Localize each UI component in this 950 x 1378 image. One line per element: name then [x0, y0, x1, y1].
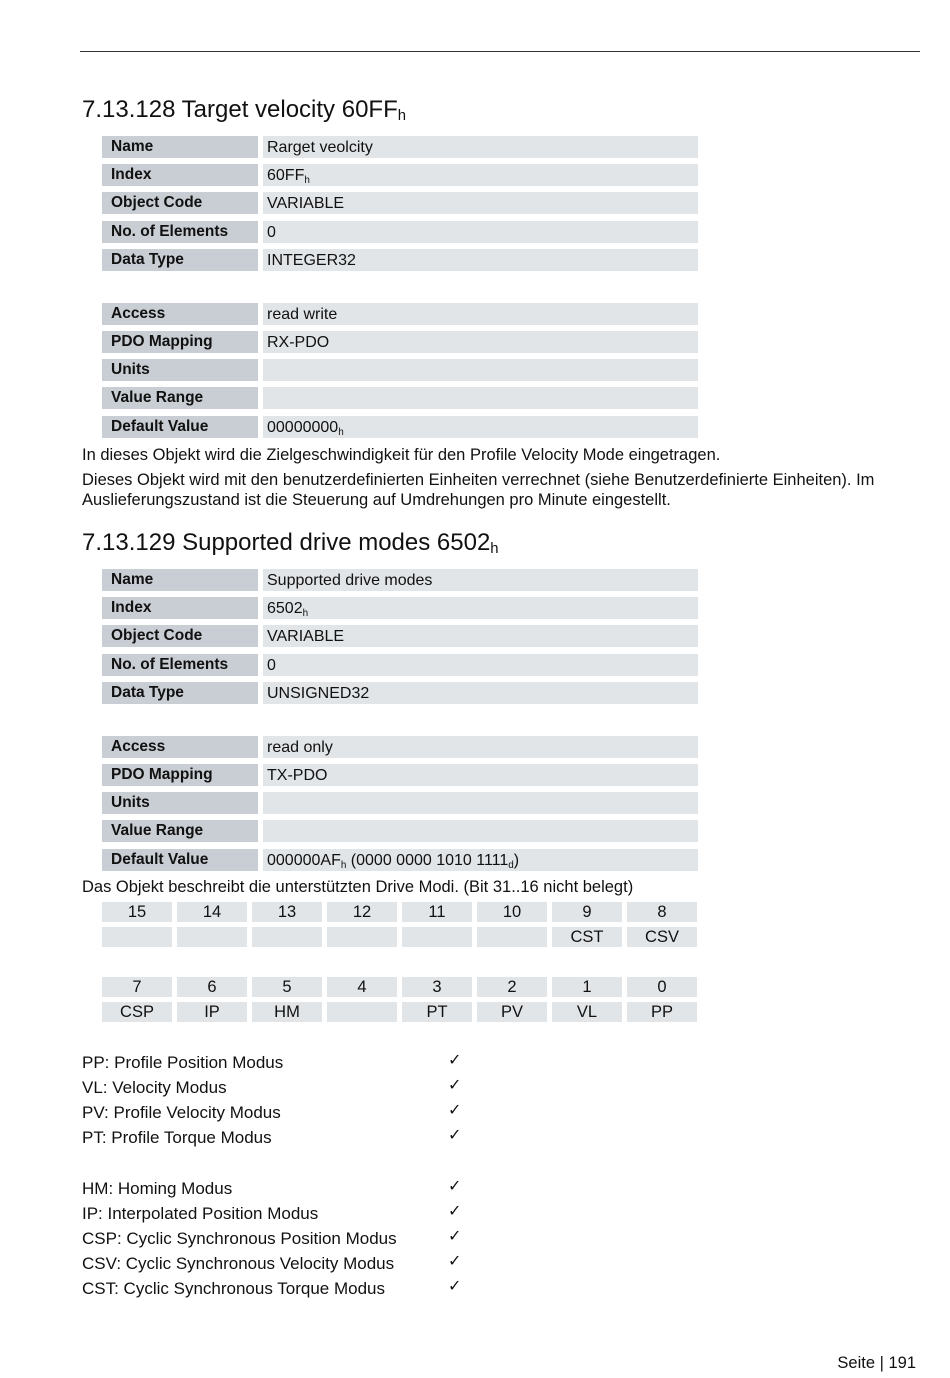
mode-item: HM: Homing Modus — [82, 1179, 233, 1198]
bit-mode-cell: CST — [552, 927, 622, 947]
section-heading-supported-drive-modes: 7.13.129 Supported drive modes $6502_h$ — [82, 529, 499, 557]
mode-item: CST: Cyclic Synchronous Torque Modus — [82, 1279, 385, 1298]
checkmark-icon: ✓ — [448, 1203, 462, 1220]
bit-mode-cell: PV — [477, 1002, 547, 1022]
bit-mode-cell — [402, 927, 472, 947]
bit-mode-cell — [477, 927, 547, 947]
bit-number-cell: 0 — [627, 977, 697, 997]
bit-number-cell: 9 — [552, 902, 622, 922]
bit-mode-cell — [327, 1002, 397, 1022]
checkmark-icon: ✓ — [448, 1253, 462, 1270]
bit-number-cell: 7 — [102, 977, 172, 997]
checkmark-icon: ✓ — [448, 1052, 462, 1069]
mode-item: IP: Interpolated Position Modus — [82, 1204, 319, 1223]
page-number: Seite | 191 — [837, 1354, 916, 1372]
bit-mode-cell: PT — [402, 1002, 472, 1022]
checkmark-icon: ✓ — [448, 1178, 462, 1195]
bit-mode-cell — [252, 927, 322, 947]
description-paragraph: Dieses Objekt wird mit den benutzerdefinierten Einheiten verrechnet (siehe Benutzerdefinierte Einheiten). Im Auslieferungszustand ist die Steuerung auf Umdrehungen pro Minute eingestellt. — [82, 471, 875, 509]
bit-mode-cell — [327, 927, 397, 947]
bit-number-cell: 10 — [477, 902, 547, 922]
bit-mode-cell: IP — [177, 1002, 247, 1022]
section-heading-target-velocity: 7.13.128 Target velocity $60FF_h$ — [82, 96, 407, 124]
mode-item: VL: Velocity Modus — [82, 1078, 227, 1097]
bit-mode-cell — [177, 927, 247, 947]
bit-number-cell: 3 — [402, 977, 472, 997]
bit-mode-cell: CSP — [102, 1002, 172, 1022]
checkmark-icon: ✓ — [448, 1228, 462, 1245]
bit-number-cell: 8 — [627, 902, 697, 922]
bit-number-cell: 11 — [402, 902, 472, 922]
bit-number-cell: 12 — [327, 902, 397, 922]
mode-item: PT: Profile Torque Modus — [82, 1128, 272, 1147]
bit-number-cell: 1 — [552, 977, 622, 997]
bit-mode-cell: HM — [252, 1002, 322, 1022]
bit-number-cell: 4 — [327, 977, 397, 997]
mode-item: PP: Profile Position Modus — [82, 1053, 284, 1072]
description-paragraph: Das Objekt beschreibt die unterstützten Drive Modi. (Bit 31..16 nicht belegt) — [82, 878, 634, 896]
bit-number-cell: 5 — [252, 977, 322, 997]
mode-item: PV: Profile Velocity Modus — [82, 1103, 281, 1122]
mode-item: CSP: Cyclic Synchronous Position Modus — [82, 1229, 397, 1248]
checkmark-icon: ✓ — [448, 1077, 462, 1094]
bit-mode-cell: PP — [627, 1002, 697, 1022]
checkmark-icon: ✓ — [448, 1102, 462, 1119]
bit-number-cell: 2 — [477, 977, 547, 997]
bit-mode-cell: VL — [552, 1002, 622, 1022]
bit-number-cell: 14 — [177, 902, 247, 922]
header-rule — [80, 51, 920, 52]
mode-item: CSV: Cyclic Synchronous Velocity Modus — [82, 1254, 395, 1273]
checkmark-icon: ✓ — [448, 1127, 462, 1144]
checkmark-icon: ✓ — [448, 1278, 462, 1295]
bit-mode-cell: CSV — [627, 927, 697, 947]
description-paragraph: In dieses Objekt wird die Zielgeschwindigkeit für den Profile Velocity Mode eingetragen. — [82, 446, 721, 464]
bit-mode-cell — [102, 927, 172, 947]
bit-number-cell: 13 — [252, 902, 322, 922]
bit-number-cell: 6 — [177, 977, 247, 997]
bit-number-cell: 15 — [102, 902, 172, 922]
